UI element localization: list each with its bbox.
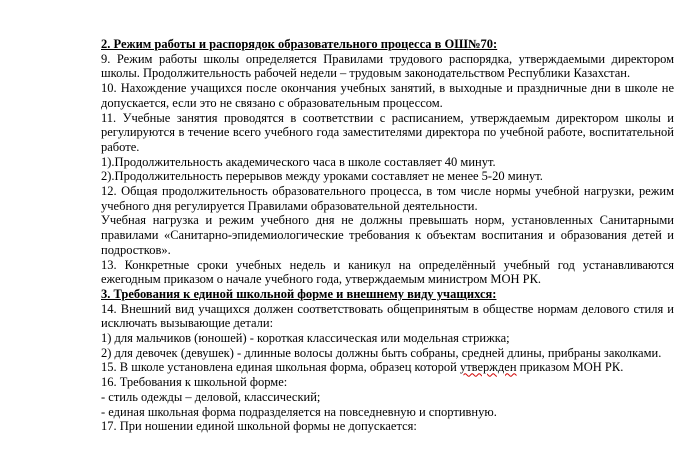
- paragraph-11-item-1: 1).Продолжительность академического часа в школе составляет 40 минут.: [101, 154, 496, 169]
- paragraph-15-text-start: 15. В школе установлена единая школьная форма, образец которой: [101, 360, 460, 375]
- paragraph-17: 17. При ношении единой школьной формы не допускается:: [101, 419, 417, 434]
- document-body: [101, 37, 674, 434]
- paragraph-14: 14. Внешний вид учащихся должен соответствовать общепринятым в обществе нормам делового стиля и исключать вызывающие детали:: [101, 301, 674, 331]
- paragraph-14-item-2: 2) для девочек (девушек) - длинные волосы должны быть собраны, средней длины, прибраны заколками.: [101, 345, 662, 360]
- paragraph-9: 9. Режим работы школы определяется Правилами трудового распорядка, утверждаемыми директором школы. Продолжительность рабочей недели – трудовым законодательством Республики Казахстан.: [101, 51, 674, 81]
- section-heading-3: 3. Требования к единой школьной форме и внешнему виду учащихся:: [101, 286, 497, 301]
- paragraph-15-text-end: приказом МОН РК.: [516, 360, 624, 375]
- paragraph-12: 12. Общая продолжительность образовательного процесса, в том числе нормы учебной нагрузки, режим учебного дня регулируется Правилами образовательной деятельности.: [101, 184, 674, 213]
- spellcheck-flagged-word: утвержден: [459, 360, 517, 375]
- paragraph-16-item-1: - стиль одежды – деловой, классический;: [101, 389, 321, 404]
- paragraph-16: 16. Требования к школьной форме:: [101, 375, 288, 390]
- paragraph-15: [101, 360, 674, 375]
- paragraph-11: 11. Учебные занятия проводятся в соответствии с расписанием, утверждаемым директором школы и регулируются в течение всего учебного года заместителями директора по учебной работе, воспитательной работе.: [101, 110, 674, 154]
- paragraph-16-item-2: - единая школьная форма подразделяется на повседневную и спортивную.: [101, 404, 497, 419]
- paragraph-14-item-1: 1) для мальчиков (юношей) - короткая классическая или модельная стрижка;: [101, 331, 510, 346]
- paragraph-10: 10. Нахождение учащихся после окончания учебных занятий, в выходные и праздничные дни в школе не допускается, если это не связано с образовательным процессом.: [101, 81, 674, 110]
- paragraph-13: 13. Конкретные сроки учебных недель и каникул на определённый учебный год устанавливаются ежегодным приказом о начале учебного года, утверждаемым министром МОН РК.: [101, 257, 674, 287]
- paragraph-12-continued: Учебная нагрузка и режим учебного дня не должны превышать норм, установленных Санитарными правилами «Санитарно-эпидемиологические требования к объектам воспитания и образования детей и подростков».: [101, 213, 674, 257]
- section-heading-2: 2. Режим работы и распорядок образовательного процесса в ОШ№70:: [101, 37, 498, 51]
- paragraph-11-item-2: 2).Продолжительность перерывов между уроками составляет не менее 5-20 минут.: [101, 169, 543, 184]
